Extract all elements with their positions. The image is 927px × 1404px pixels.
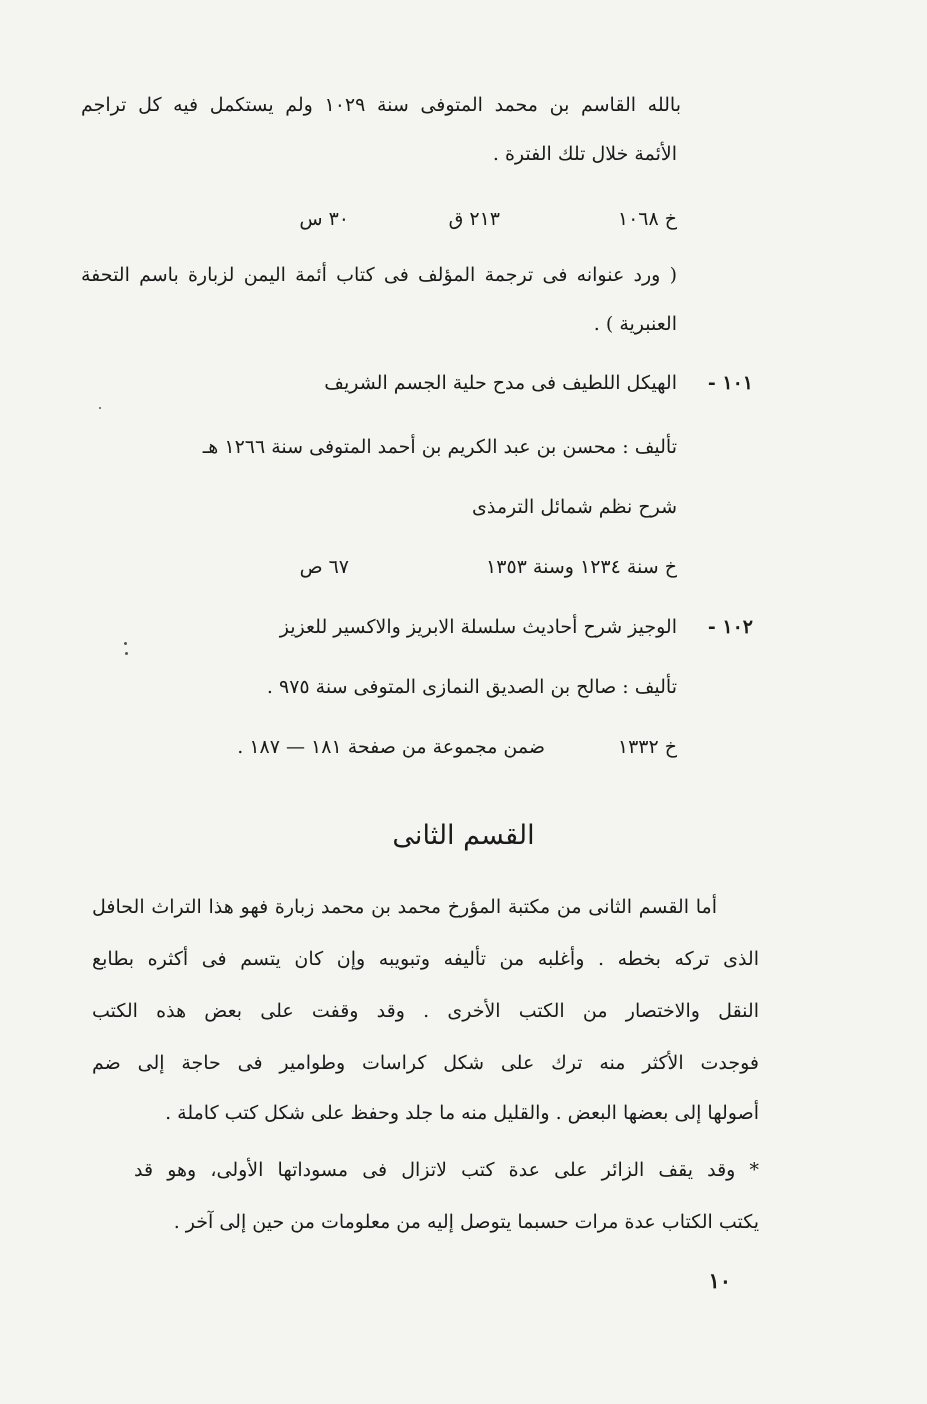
entry-102-location: ضمن مجموعة من صفحة ١٨١ — ١٨٧ . <box>237 736 545 758</box>
continuation-line-2: الأئمة خلال تلك الفترة . <box>492 143 677 165</box>
entry-101-manuscript: خ سنة ١٢٣٤ وسنة ١٣٥٣ <box>486 556 677 578</box>
body-line-1: أما القسم الثانى من مكتبة المؤرخ محمد بن محمد زبارة فهو هذا التراث الحافل <box>92 896 717 918</box>
entry-101-title: الهيكل اللطيف فى مدح حلية الجسم الشريف <box>324 372 677 394</box>
entry-100-manuscript: خ ١٠٦٨ <box>617 208 677 230</box>
note-line-1: ( ورد عنوانه فى ترجمة المؤلف فى كتاب أئمة اليمن لزبارة باسم التحفة <box>81 264 677 286</box>
entry-100-lines: ٣٠ س <box>299 208 349 230</box>
body-line-5: أصولها إلى بعضها البعض . والقليل منه ما جلد وحفظ على شكل كتب كاملة . <box>165 1102 759 1124</box>
entry-101-author: تأليف : محسن بن عبد الكريم بن أحمد المتوفى سنة ١٢٦٦ هـ <box>202 436 677 458</box>
entry-102-manuscript: خ ١٣٣٢ <box>617 736 677 758</box>
continuation-line-1: بالله القاسم بن محمد المتوفى سنة ١٠٢٩ ولم يستكمل فيه كل تراجم <box>81 94 681 116</box>
entry-100-leaves: ٢١٣ ق <box>448 208 500 230</box>
body-line-3: النقل والاختصار من الكتب الأخرى . وقد وقفت على بعض هذه الكتب <box>92 1000 759 1022</box>
entry-101-pages: ٦٧ ص <box>299 556 349 578</box>
entry-101-number: ١٠١ - <box>707 372 753 394</box>
page-number: ١٠ <box>708 1268 731 1293</box>
body-line-4: فوجدت الأكثر منه ترك على شكل كراسات وطوامير فى حاجة إلى ضم <box>92 1052 759 1074</box>
body-line-2: الذى تركه بخطه . وأغلبه من تأليفه وتبويبه وإن كان يتسم فى أكثره بطابع <box>92 948 759 970</box>
print-speck <box>124 642 127 645</box>
entry-102-author: تأليف : صالح بن الصديق النمازى المتوفى سنة ٩٧٥ . <box>266 676 677 698</box>
entry-101-description: شرح نظم شمائل الترمذى <box>472 496 677 518</box>
note-line-2: العنبرية ) . <box>593 313 677 335</box>
footnote-line-2: يكتب الكتاب عدة مرات حسبما يتوصل إليه من معلومات من حين إلى آخر . <box>173 1211 759 1233</box>
print-speck <box>125 652 128 655</box>
footnote-line-1: * وقد يقف الزائر على عدة كتب لاتزال فى مسوداتها الأولى، وهو قد <box>134 1159 759 1181</box>
entry-102-title: الوجيز شرح أحاديث سلسلة الابريز والاكسير للعزيز <box>279 616 677 638</box>
section-heading: القسم الثانى <box>392 820 535 851</box>
entry-102-number: ١٠٢ - <box>707 616 753 638</box>
print-speck <box>99 407 101 409</box>
